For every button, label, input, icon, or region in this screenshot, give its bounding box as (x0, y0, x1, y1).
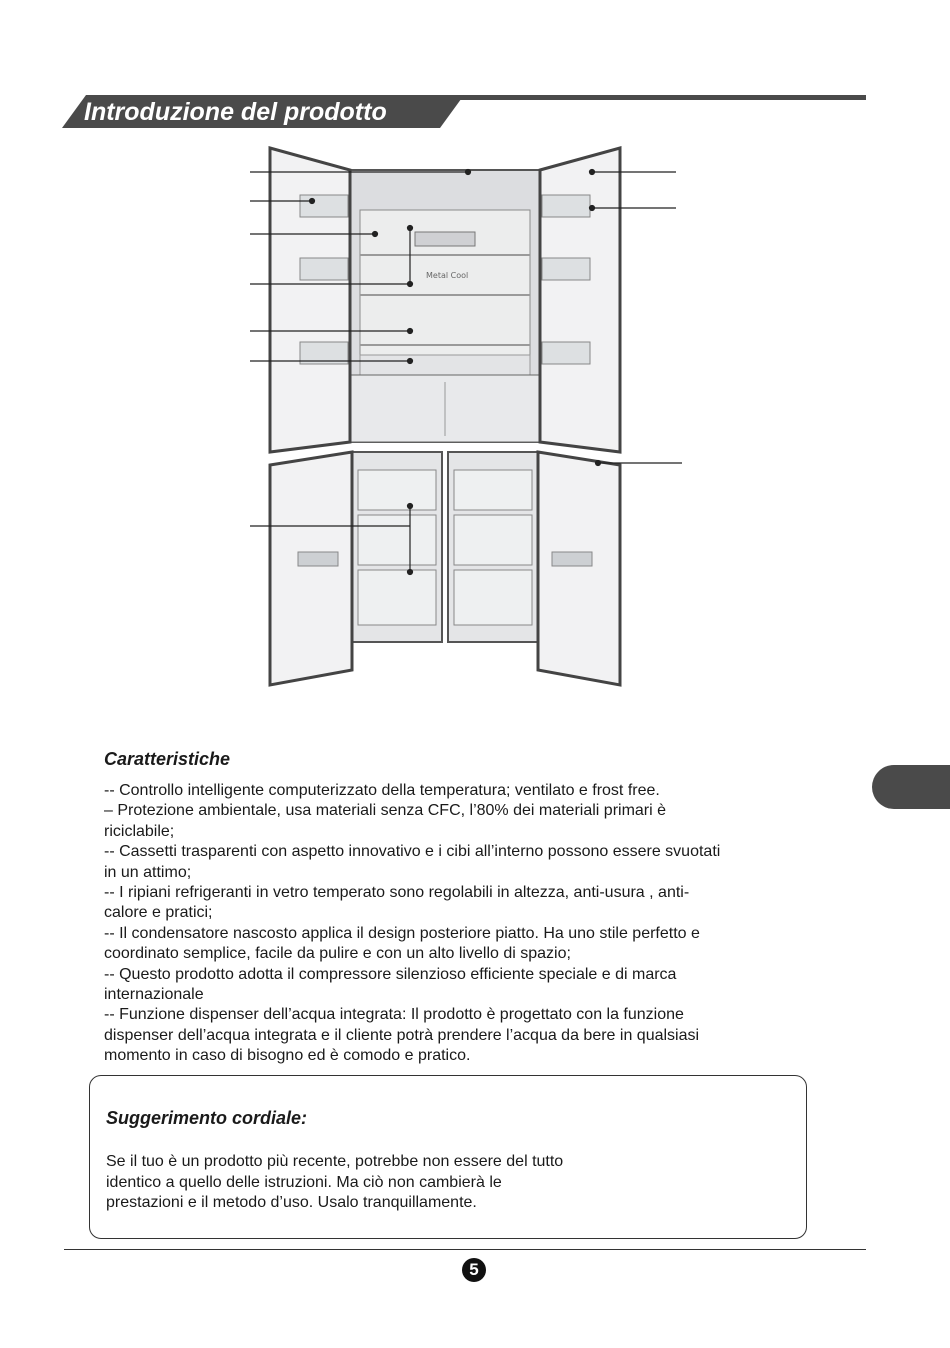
chapter-tab (872, 765, 950, 809)
tip-line: identico a quello delle istruzioni. Ma ciò non cambierà le (106, 1173, 502, 1191)
features-line: momento in caso di bisogno ed è comodo e pratico. (104, 1047, 471, 1065)
features-line: riciclabile; (104, 822, 175, 840)
footer-rule (64, 1249, 866, 1250)
freezer-drawer (358, 570, 436, 625)
features-line: coordinato semplice, facile da pulire e con un alto livello di spazio; (104, 945, 571, 963)
tip-heading: Suggerimento cordiale: (106, 1108, 308, 1128)
features-line: -- Questo prodotto adotta il compressore silenzioso efficiente speciale e di marca (104, 965, 677, 983)
tip-line: prestazioni e il metodo d’uso. Usalo tranquillamente. (106, 1194, 477, 1211)
door-bin (542, 342, 590, 364)
tip-box (89, 1075, 807, 1239)
right-lower-door (538, 452, 620, 685)
panel-text: Metal Cool (426, 271, 469, 280)
freezer-drawer (358, 470, 436, 510)
header-rule (440, 95, 866, 100)
features-line: -- Cassetti trasparenti con aspetto innovativo e i cibi all’interno possono essere svuotati (104, 843, 721, 861)
features-line: dispenser dell’acqua integrata e il cliente potrà prendere l’acqua da bere in qualsiasi (104, 1026, 700, 1044)
left-upper-door (270, 148, 350, 452)
features-line: internazionale (104, 986, 204, 1004)
left-lower-door (270, 452, 352, 685)
tip-text (106, 1152, 706, 1214)
door-bin (542, 258, 590, 280)
features-heading: Caratteristiche (104, 749, 231, 769)
freezer-drawer (454, 570, 532, 625)
features-line: in un attimo; (104, 863, 192, 881)
page-title: Introduzione del prodotto (84, 98, 387, 126)
control-panel (415, 232, 475, 246)
features-line: -- Controllo intelligente computerizzato della temperatura; ventilato e frost free. (104, 782, 660, 799)
features-line: – Protezione ambientale, usa materiali senza CFC, l’80% dei materiali primari è (104, 802, 667, 820)
freezer-drawer (454, 470, 532, 510)
right-upper-door (540, 148, 620, 452)
door-bin (300, 258, 348, 280)
features-line: calore e pratici; (104, 904, 213, 922)
features-list (104, 781, 874, 1067)
features-line: -- Il condensatore nascosto applica il design posteriore piatto. Ha uno stile perfetto e (104, 924, 700, 942)
door-handle-panel (552, 552, 592, 566)
features-line: -- Funzione dispenser dell’acqua integrata: Il prodotto è progettato con la funzione (104, 1006, 684, 1024)
page-number: 5 (462, 1258, 486, 1282)
crisper-rail (360, 355, 530, 375)
freezer-drawer (358, 515, 436, 565)
features-line: -- I ripiani refrigeranti in vetro temperato sono regolabili in altezza, anti-usura , anti- (104, 884, 690, 902)
door-bin (542, 195, 590, 217)
door-bin (300, 195, 348, 217)
fridge-illustration (240, 140, 690, 690)
freezer-drawer (454, 515, 532, 565)
fridge-drawing (240, 140, 690, 690)
door-handle-panel (298, 552, 338, 566)
tip-line: Se il tuo è un prodotto più recente, potrebbe non essere del tutto (106, 1153, 564, 1170)
